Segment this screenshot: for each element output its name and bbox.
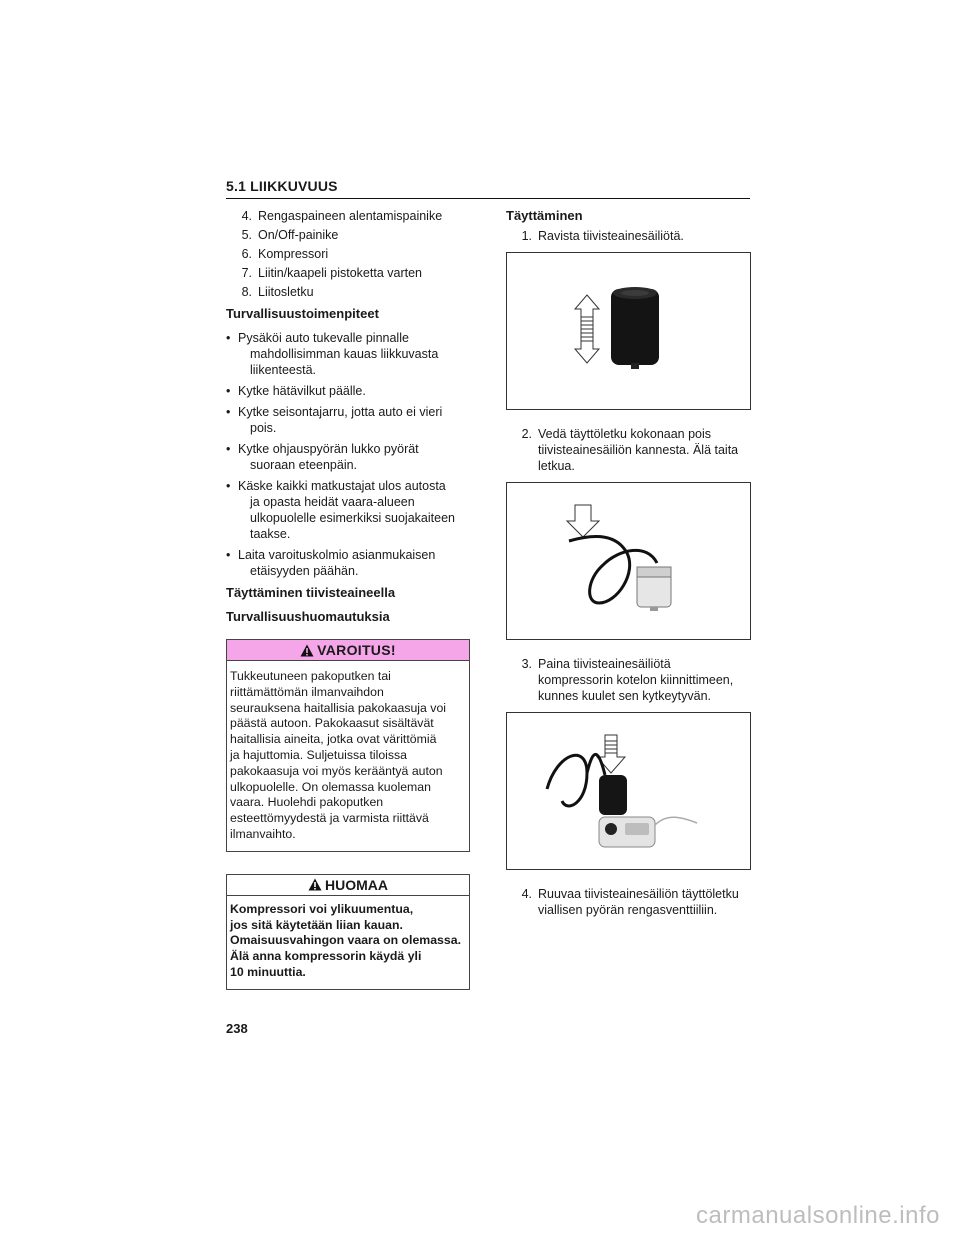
notice-box	[226, 874, 470, 990]
list-item: 5. On/Off-painike	[241, 228, 339, 242]
bullet-item: • Pysäköi auto tukevalle pinnalle mahdollisimman kauas liikkuvasta liikenteestä.	[226, 331, 439, 377]
figure-shake-container	[506, 252, 751, 410]
notices-heading: Turvallisuushuomautuksia	[226, 609, 390, 624]
watermark: carmanualsonline.info	[696, 1202, 940, 1229]
left-column	[226, 208, 470, 990]
pull-arrow-icon	[567, 505, 599, 537]
bullet-item: • Käske kaikki matkustajat ulos autosta ja opasta heidät vaara-alueen ulkopuolelle esimerkiksi suojakaiteen taakse.	[226, 479, 455, 541]
step-item: 2. Vedä täyttöletku kokonaan pois tiivisteainesäiliön kannesta. Älä taita letkua.	[521, 427, 739, 473]
step-item: 4. Ruuvaa tiivisteainesäiliön täyttöletku viallisen pyörän rengasventtiiliin.	[521, 887, 739, 917]
notice-header	[227, 875, 469, 896]
filling-heading: Täyttäminen	[506, 208, 583, 223]
safety-heading: Turvallisuustoimenpiteet	[226, 306, 379, 321]
list-item: 8. Liitosletku	[241, 285, 314, 299]
press-arrow-icon	[597, 735, 625, 773]
bullet-item: • Kytke seisontajarru, jotta auto ei vieri pois.	[226, 405, 443, 435]
notice-title: HUOMAA	[325, 876, 388, 893]
safety-bullets	[226, 330, 470, 579]
notice-text: Kompressori voi ylikuumentua, jos sitä käytetään liian kauan. Omaisuusvahingon vaara on olemassa. Älä anna kompressorin käydä yli 10 minuuttia.	[230, 901, 461, 979]
warning-box	[226, 639, 470, 852]
bullet-item: • Kytke hätävilkut päälle.	[226, 384, 366, 398]
shake-arrow-icon	[575, 295, 599, 363]
hose-canister-image	[569, 537, 671, 611]
warning-title: VAROITUS!	[317, 642, 396, 658]
list-item: 4. Rengaspaineen alentamispainike	[241, 209, 443, 223]
right-column	[506, 208, 750, 918]
header-divider	[226, 198, 750, 199]
step-item: 3. Paina tiivisteainesäiliötä kompressorin kotelon kiinnittimeen, kunnes kuulet sen kytkeytyvän.	[521, 657, 734, 703]
bullet-item: • Kytke ohjauspyörän lukko pyörät suoraan eteenpäin.	[226, 442, 419, 472]
fill-heading: Täyttäminen tiivisteaineella	[226, 585, 396, 600]
numbered-list	[226, 208, 470, 300]
step-item: 1. Ravista tiivisteainesäiliötä.	[521, 229, 684, 243]
figure-attach-container	[506, 712, 751, 870]
caution-triangle-icon	[308, 878, 322, 891]
sealant-canister-image	[611, 287, 659, 369]
warning-header	[227, 640, 469, 661]
list-item: 7. Liitin/kaapeli pistoketta varten	[241, 266, 422, 280]
warning-text: Tukkeutuneen pakoputken tai riittämättömän ilmanvaihdon seurauksena haitallisia pakokaasuja voi päästä autoon. Pakokaasut sisältävät haitallisia aineita, jotka ovat värittömiä ja hajuttomia. Suljetuissa tiloissa pakokaasuja voi myös kerääntyä auton ulkopuolelle. On olemassa kuoleman vaara. Huolehdi pakoputken esteettömyydestä ja varmista riittävä ilmanvaihto.	[230, 669, 447, 841]
bullet-item: • Laita varoituskolmio asianmukaisen etäisyyden päähän.	[226, 548, 436, 578]
page-number: 238	[226, 1021, 248, 1036]
list-item: 6. Kompressori	[241, 247, 329, 261]
warning-triangle-icon	[300, 644, 314, 657]
compressor-assembly-image	[547, 754, 697, 847]
figure-hose-container	[506, 482, 751, 640]
section-title: 5.1 LIIKKUVUUS	[226, 178, 338, 194]
